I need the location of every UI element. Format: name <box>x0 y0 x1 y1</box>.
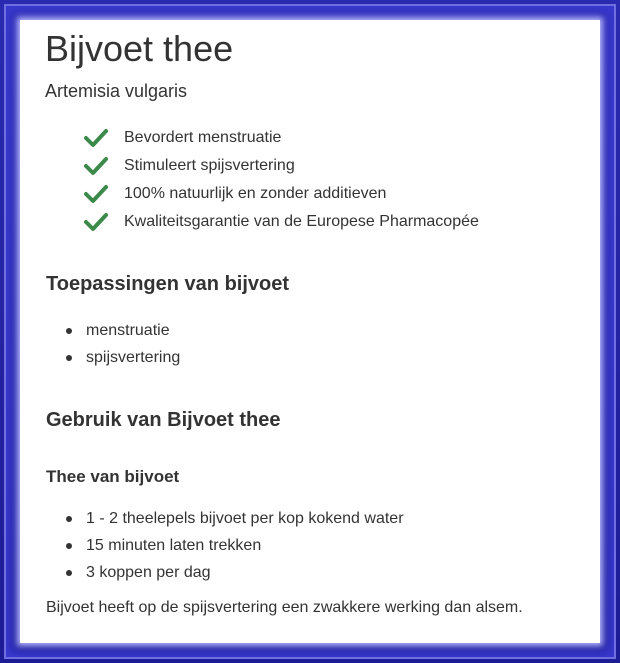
usage-heading: Gebruik van Bijvoet thee <box>46 409 281 431</box>
feature-text: Kwaliteitsgarantie van de Europese Pharmacopée <box>124 213 479 230</box>
feature-item <box>84 208 479 236</box>
feature-item <box>84 124 479 152</box>
feature-text: Bevordert menstruatie <box>124 129 282 146</box>
page-title: Bijvoet thee <box>45 28 234 69</box>
applications-heading: Toepassingen van bijvoet <box>46 273 290 295</box>
list-item: 1 - 2 theelepels bijvoet per kop kokend water <box>46 505 404 532</box>
list-item: spijsvertering <box>46 344 180 371</box>
feature-text: Stimuleert spijsvertering <box>124 157 295 174</box>
feature-text: 100% natuurlijk en zonder additieven <box>124 185 387 202</box>
feature-list <box>84 124 479 236</box>
check-icon <box>84 184 108 204</box>
applications-list <box>46 317 180 371</box>
feature-item <box>84 180 479 208</box>
list-item: 3 koppen per dag <box>46 559 404 586</box>
feature-item <box>84 152 479 180</box>
note-paragraph: Bijvoet heeft op de spijsvertering een zwakkere werking dan alsem. <box>46 599 523 616</box>
list-item: 15 minuten laten trekken <box>46 532 404 559</box>
check-icon <box>84 156 108 176</box>
usage-subheading: Thee van bijvoet <box>46 467 180 486</box>
content-card <box>20 20 600 643</box>
check-icon <box>84 212 108 232</box>
usage-list <box>46 505 404 586</box>
list-item: menstruatie <box>46 317 180 344</box>
page-subtitle: Artemisia vulgaris <box>45 81 188 101</box>
check-icon <box>84 128 108 148</box>
